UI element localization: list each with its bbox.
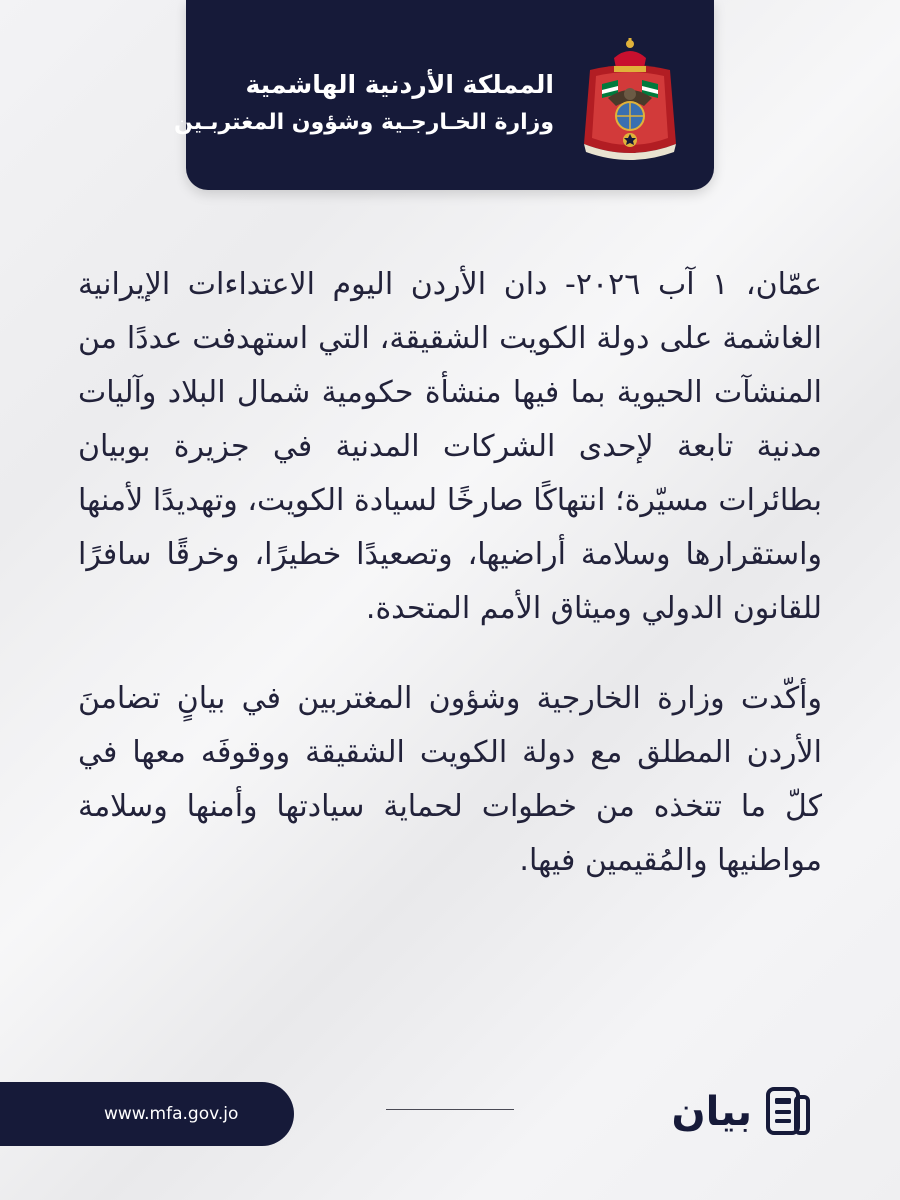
footer-divider — [386, 1109, 514, 1110]
kingdom-title: المملكة الأردنية الهاشمية — [245, 70, 554, 99]
coat-of-arms-icon — [578, 36, 682, 166]
statement-paragraph-2: وأكّدت وزارة الخارجية وشؤون المغتربين في بيانٍ تضامنَ الأردن المطلق مع دولة الكويت الشقيقة ووقوفَه معها في كلّ ما تتخذه من خطوات لحماية سيادتها وأمنها وسلامة مواطنيها والمُقيمين فيها. — [78, 681, 822, 878]
document-icon — [766, 1085, 810, 1137]
website-link[interactable]: www.mfa.gov.jo — [104, 1104, 239, 1124]
statement-label: بيان — [671, 1089, 752, 1135]
statement-paragraph-1: عمّان، ١ آب ٢٠٢٦- دان الأردن اليوم الاعتداءات الإيرانية الغاشمة على دولة الكويت الشقيقة، التي استهدفت عددًا من المنشآت الحيوية بما فيها منشأة حكومية شمال البلاد وآليات مدنية تابعة لإحدى الشركات المدنية في جزيرة بوبيان بطائرات مسيّرة؛ انتهاكًا صارخًا لسيادة الكويت، وتهديدًا لأمنها واستقرارها وسلامة أراضيها، وتصعيدًا خطيرًا، وخرقًا سافرًا للقانون الدولي وميثاق الأمم المتحدة. — [78, 267, 822, 626]
ministry-subtitle: وزارة الخـارجـية وشؤون المغتربـين — [173, 110, 554, 135]
statement-body — [78, 258, 822, 924]
